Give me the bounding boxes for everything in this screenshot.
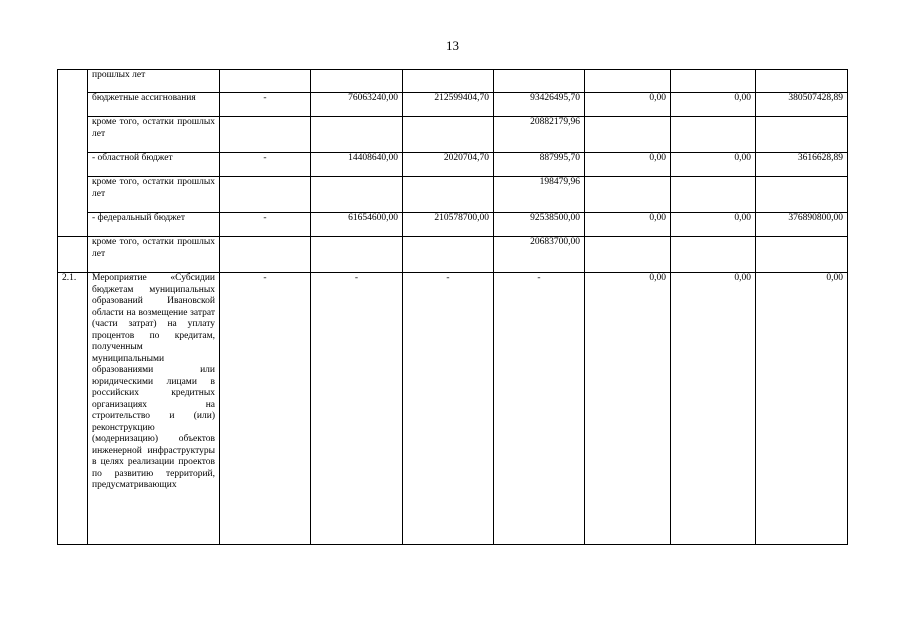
value-cell: 380507428,89 [756,93,848,117]
row-number-cell: 2.1. [58,273,88,545]
table-row [58,237,848,273]
row-label: кроме того, остатки прошлых лет [88,177,220,213]
value-cell [311,70,403,93]
value-cell [756,117,848,153]
value-cell [494,70,585,93]
value-cell: 93426495,70 [494,93,585,117]
value-cell [756,177,848,213]
value-cell: 20683700,00 [494,237,585,273]
value-cell [220,237,311,273]
row-label: - областной бюджет [88,153,220,177]
value-cell: - [220,213,311,237]
value-cell [403,117,494,153]
value-cell: 376890800,00 [756,213,848,237]
row-label: - федеральный бюджет [88,213,220,237]
value-cell: - [220,93,311,117]
value-cell [311,117,403,153]
value-cell: 76063240,00 [311,93,403,117]
value-cell [671,117,756,153]
table-row [58,213,848,237]
value-cell: 887995,70 [494,153,585,177]
value-cell [311,177,403,213]
row-label: кроме того, остатки прошлых лет [88,117,220,153]
table-row [58,70,848,93]
value-cell [585,177,671,213]
table-row [58,153,848,177]
value-cell [403,177,494,213]
value-cell: 0,00 [585,213,671,237]
table-row [58,117,848,153]
value-cell [585,117,671,153]
value-cell: - [220,273,311,545]
value-cell: 210578700,00 [403,213,494,237]
value-cell: 0,00 [585,93,671,117]
value-cell: - [403,273,494,545]
value-cell: 0,00 [585,153,671,177]
value-cell: - [220,153,311,177]
value-cell: 0,00 [671,273,756,545]
value-cell: 0,00 [756,273,848,545]
table-row [58,93,848,117]
value-cell [671,237,756,273]
value-cell: 92538500,00 [494,213,585,237]
value-cell: - [494,273,585,545]
value-cell [671,70,756,93]
value-cell: 198479,96 [494,177,585,213]
value-cell: 0,00 [671,93,756,117]
row-label: бюджетные ассигнования [88,93,220,117]
value-cell [220,117,311,153]
row-label: Мероприятие «Субсидии бюджетам муниципальных образований Ивановской области на возмещение затрат (части затрат) на уплату процентов по кредитам, полученным муниципальными образованиями или юридическими лицами в российских кредитных организациях на строительство и (или) реконструкцию (модернизацию) объектов инженерной инфраструктуры в целях реализации проектов по развитию территорий, предусматривающих [88,273,220,545]
value-cell: 212599404,70 [403,93,494,117]
row-number-cell [58,237,88,273]
value-cell: 0,00 [671,213,756,237]
value-cell [403,237,494,273]
value-cell: - [311,273,403,545]
row-number-cell [58,70,88,237]
value-cell: 3616628,89 [756,153,848,177]
table-row [58,177,848,213]
value-cell: 61654600,00 [311,213,403,237]
value-cell [671,177,756,213]
value-cell: 0,00 [585,273,671,545]
value-cell: 20882179,96 [494,117,585,153]
budget-table [57,69,848,545]
value-cell [585,237,671,273]
value-cell: 0,00 [671,153,756,177]
value-cell [585,70,671,93]
row-label: кроме того, остатки прошлых лет [88,237,220,273]
row-label: прошлых лет [88,70,220,93]
value-cell [403,70,494,93]
value-cell [311,237,403,273]
value-cell [756,70,848,93]
value-cell: 2020704,70 [403,153,494,177]
value-cell [220,70,311,93]
page-number: 13 [446,38,459,53]
table-row [58,273,848,545]
value-cell: 14408640,00 [311,153,403,177]
value-cell [756,237,848,273]
value-cell [220,177,311,213]
